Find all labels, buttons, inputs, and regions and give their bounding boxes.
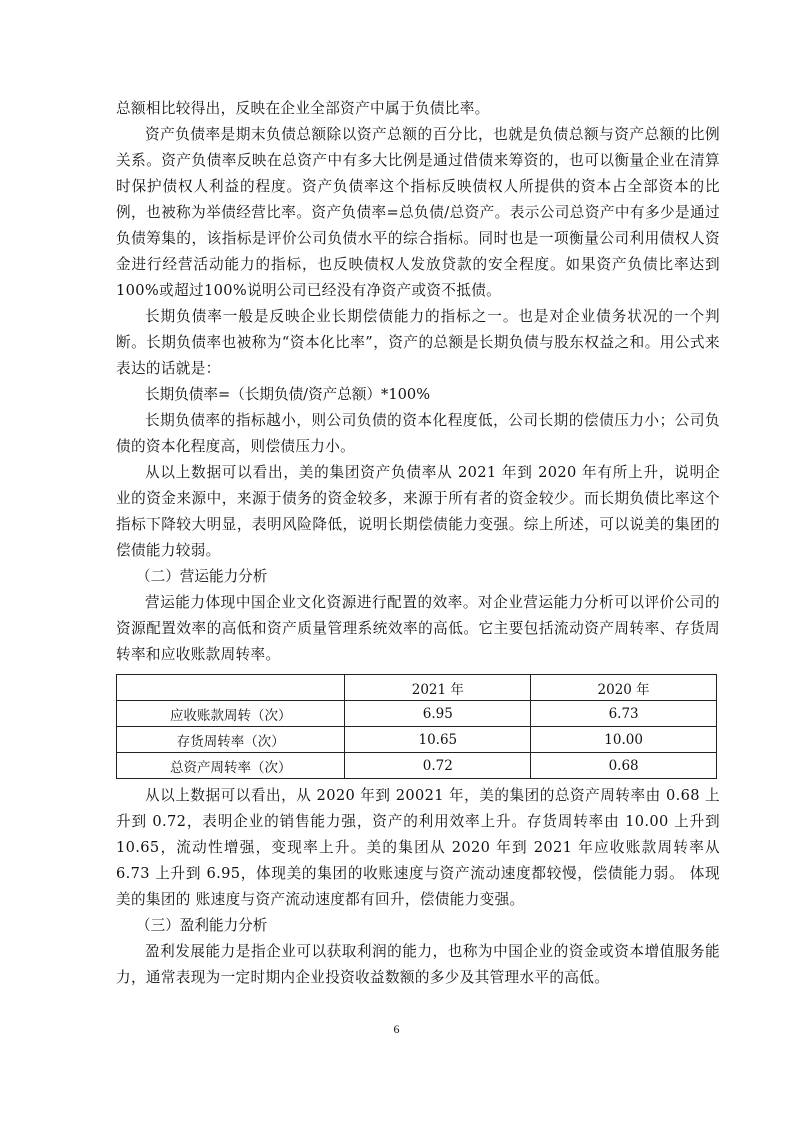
table-cell: 6.95 <box>345 701 531 727</box>
table-cell: 0.72 <box>345 753 531 779</box>
section-heading: （二）营运能力分析 <box>136 568 268 585</box>
paragraph: 总额相比较得出，反映在企业全部资产中属于负债比率。 <box>116 100 490 117</box>
table-header-cell: 2021 年 <box>345 675 531 701</box>
table-header-row <box>117 675 717 701</box>
paragraph: 营运能力体现中国企业文化资源进行配置的效率。对企业营运能力分析可以评价公司的资源配置效率的高低和资产质量管理系统效率的高低。它主要包括流动资产周转率、存货周转率和应收账款周转率。 <box>116 594 720 663</box>
table-row <box>117 701 717 727</box>
paragraph: 长期负债率的指标越小，则公司负债的资本化程度低，公司长期的偿债压力小；公司负债的资本化程度高，则偿债压力小。 <box>116 412 720 455</box>
paragraph: 长期负债率一般是反映企业长期偿债能力的指标之一。也是对企业债务状况的一个判断。长期负债率也被称为“资本化比率”，资产的总额是长期负债与股东权益之和。用公式来表达的话就是： <box>116 308 720 377</box>
paragraph: 从以上数据可以看出，从 2020 年到 20021 年，美的集团的总资产周转率由 0.68 上升到 0.72，表明企业的销售能力强，资产的利用效率上升。存货周转率由 10.00 上升到 10.65，流动性增强，变现率上升。美的集团从 2020 年到 2021 年应收账款周转率从 6.73 上升到 6.95，体现美的集团的收账速度与资产流动速度都较慢，偿债能力弱。 体现美的集团的 账速度与资产流动速度都有回升，偿债能力变强。 <box>116 787 720 908</box>
section-heading: （三）盈利能力分析 <box>136 917 268 934</box>
turnover-table <box>116 674 717 779</box>
table-cell: 0.68 <box>531 753 717 779</box>
table-row <box>117 753 717 779</box>
page-body <box>116 96 720 991</box>
table-row-label: 总资产周转率（次） <box>117 753 345 779</box>
table-cell: 6.73 <box>531 701 717 727</box>
table-cell: 10.65 <box>345 727 531 753</box>
table-row-label: 应收账款周转（次） <box>117 701 345 727</box>
formula: 长期负债率=（长期负债/资产总额）*100% <box>145 386 431 403</box>
table-header-cell <box>117 675 345 701</box>
table-header-cell: 2020 年 <box>531 675 717 701</box>
paragraph: 资产负债率是期末负债总额除以资产总额的百分比，也就是负债总额与资产总额的比例关系。资产负债率反映在总资产中有多大比例是通过借债来筹资的，也可以衡量企业在清算时保护债权人利益的程度。资产负债率这个指标反映债权人所提供的资本占全部资本的比例，也被称为举债经营比率。资产负债率=总负债/总资产。表示公司总资产中有多少是通过负债筹集的，该指标是评价公司负债水平的综合指标。同时也是一项衡量公司利用债权人资金进行经营活动能力的指标，也反映债权人发放贷款的安全程度。如果资产负债比率达到100%或超过100%说明公司已经没有净资产或资不抵债。 <box>116 126 720 299</box>
table-row <box>117 727 717 753</box>
table-row-label: 存货周转率（次） <box>117 727 345 753</box>
table-cell: 10.00 <box>531 727 717 753</box>
paragraph: 从以上数据可以看出，美的集团资产负债率从 2021 年到 2020 年有所上升，说明企业的资金来源中，来源于债务的资金较多，来源于所有者的资金较少。而长期负债比率这个指标下降较大明显，表明风险降低，说明长期偿债能力变强。综上所述，可以说美的集团的偿债能力较弱。 <box>116 464 720 559</box>
paragraph: 盈利发展能力是指企业可以获取利润的能力，也称为中国企业的资金或资本增值服务能力，通常表现为一定时期内企业投资收益数额的多少及其管理水平的高低。 <box>116 943 720 986</box>
page-number: 6 <box>393 1022 400 1036</box>
